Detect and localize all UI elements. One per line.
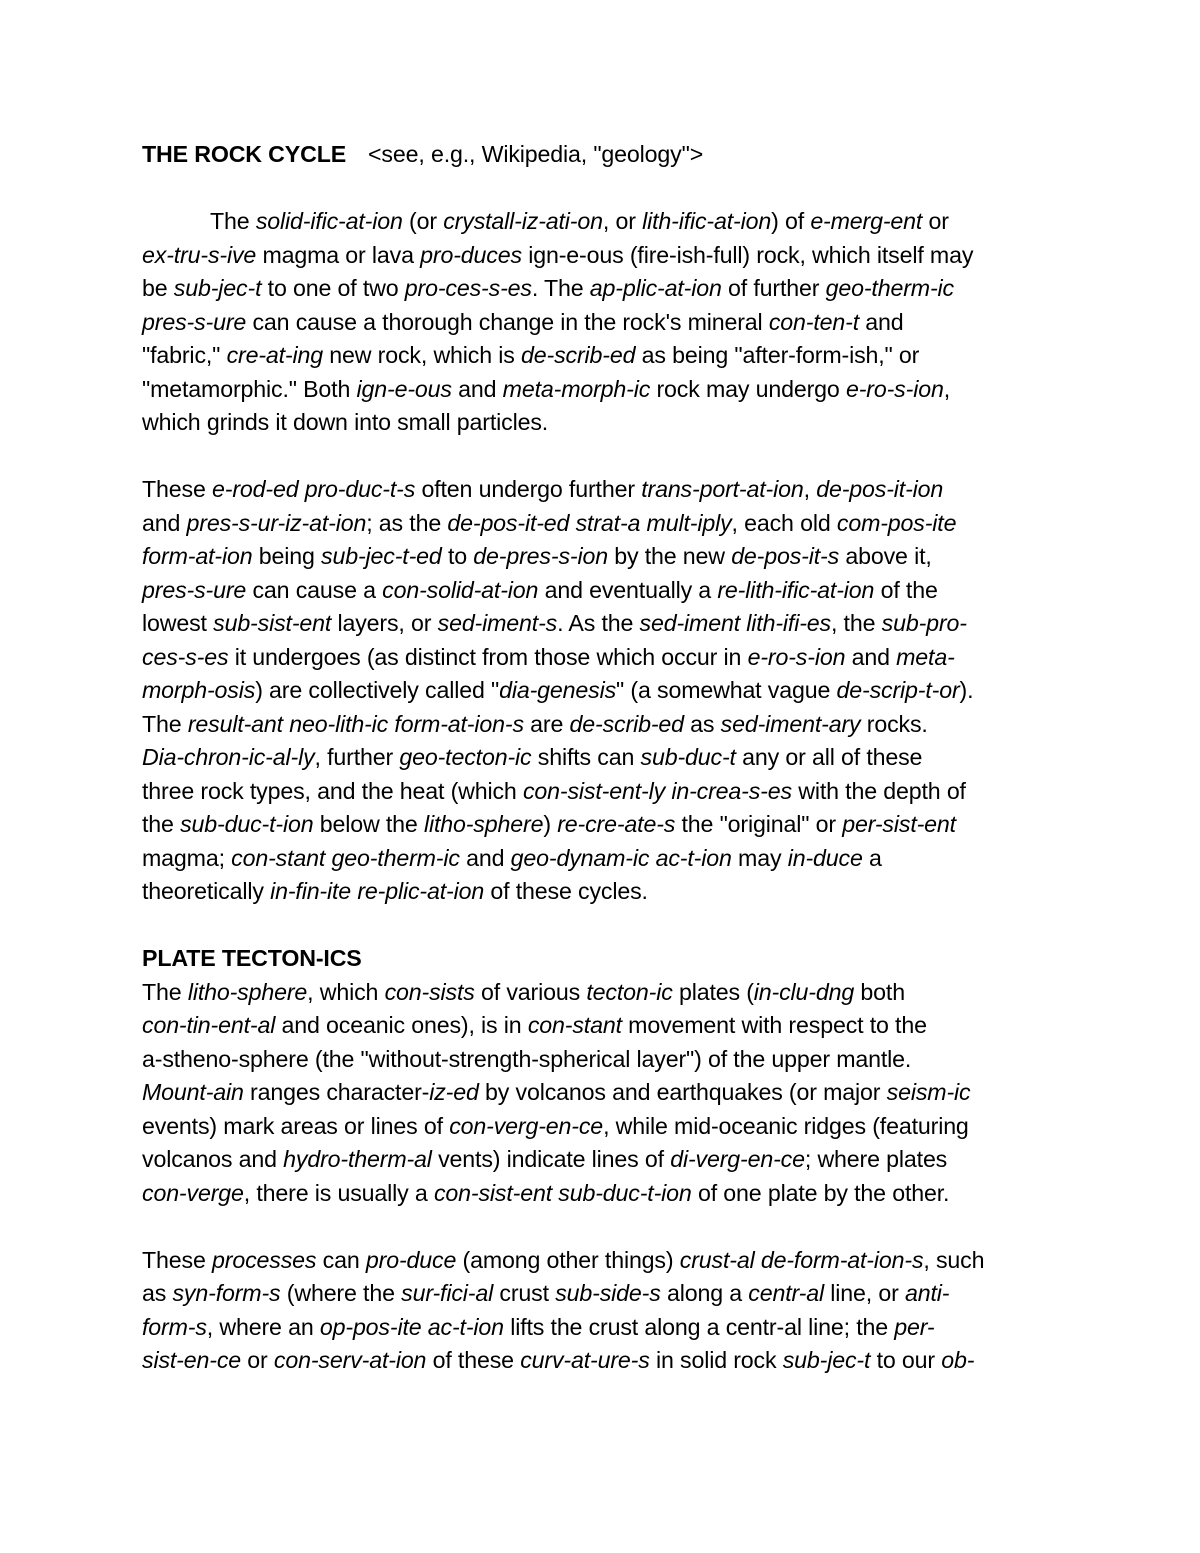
- text-run: and: [142, 509, 187, 536]
- text-line: [142, 741, 1072, 775]
- italic-term: form-at-ion: [142, 543, 253, 569]
- paragraph: [142, 976, 1072, 1211]
- text-run: , where an: [206, 1313, 320, 1340]
- spacer: [142, 440, 1072, 474]
- italic-term: hydro-therm-al: [283, 1146, 432, 1172]
- text-run: , or: [602, 208, 643, 234]
- italic-term: de-pos-it-ion: [816, 476, 944, 502]
- italic-term: lith-ific-at-ion: [642, 208, 772, 234]
- text-line: [142, 540, 1072, 574]
- italic-term: com-pos-ite: [836, 509, 957, 536]
- italic-term: sub-jec-t-ed: [321, 543, 442, 569]
- italic-term: Dia-chron-ic-al-ly: [142, 744, 315, 770]
- text-run: three rock types, and the heat (which: [142, 777, 523, 804]
- text-run: "metamorphic." Both: [142, 375, 357, 402]
- text-line: [142, 708, 1072, 742]
- text-run: can: [316, 1246, 366, 1273]
- italic-term: con-solid-at-ion: [382, 576, 539, 603]
- italic-term: de-scrib-ed: [569, 710, 684, 737]
- text-run: and: [451, 375, 503, 402]
- document-page: [142, 138, 1072, 1378]
- text-run: magma or lava: [256, 241, 421, 268]
- text-run: new rock, which is: [323, 342, 522, 368]
- italic-term: sur-fici-al: [401, 1280, 494, 1306]
- italic-term: re-lith-ific-at-ion: [717, 576, 875, 603]
- text-run: with the depth of: [791, 777, 966, 804]
- italic-term: Mount-ain: [142, 1079, 244, 1105]
- text-run: , further: [314, 744, 400, 770]
- italic-term: sub-duc-t: [640, 744, 736, 770]
- text-run: (where the: [280, 1280, 402, 1306]
- text-run: layers, or: [331, 610, 438, 636]
- text-run: are: [523, 710, 570, 737]
- text-run: ,: [943, 375, 950, 402]
- text-line: [142, 1277, 1072, 1311]
- italic-term: seism-ic: [886, 1079, 971, 1105]
- text-line: [142, 306, 1072, 340]
- text-run: plates (: [672, 978, 754, 1005]
- text-run: , while mid-oceanic ridges (featuring: [603, 1112, 969, 1139]
- italic-term: sed-iment lith-ifi-es: [639, 610, 831, 636]
- text-run: as: [142, 1280, 173, 1306]
- italic-term: geo-therm-ic: [825, 275, 954, 301]
- text-run: or: [241, 1347, 274, 1373]
- text-line: [142, 1043, 1072, 1077]
- text-run: shifts can: [531, 744, 641, 770]
- italic-term: con-verg-en-ce: [449, 1112, 604, 1139]
- text-run: magma;: [142, 844, 232, 871]
- text-run: ): [543, 811, 558, 837]
- text-line: [142, 1344, 1072, 1378]
- text-line: [142, 674, 1072, 708]
- text-run: ).: [959, 677, 974, 703]
- italic-term: con-sist-ent-ly in-crea-s-es: [522, 777, 792, 804]
- italic-term: e-rod-ed pro-duc-t-s: [212, 476, 416, 502]
- italic-term: in-duce: [787, 844, 863, 871]
- italic-term: sub-side-s: [555, 1280, 661, 1306]
- text-line: [142, 875, 1072, 909]
- text-run: to one of two: [261, 275, 405, 301]
- text-run: rocks.: [860, 710, 928, 737]
- italic-term: cre-at-ing: [226, 342, 323, 368]
- italic-term: ob-: [941, 1347, 975, 1373]
- text-run: often undergo further: [415, 476, 642, 502]
- italic-term: con-sist-ent sub-duc-t-ion: [433, 1179, 692, 1206]
- text-run: by volcanos and earthquakes (or major: [478, 1079, 887, 1105]
- text-run: The: [210, 208, 256, 234]
- text-line: [142, 1311, 1072, 1345]
- text-line: [142, 373, 1072, 407]
- text-run: "fabric,": [142, 342, 227, 368]
- text-run: being: [252, 543, 322, 569]
- text-run: movement with respect to the: [621, 1012, 927, 1038]
- text-run: and: [459, 844, 511, 871]
- text-run: it undergoes (as distinct from those which occur in: [228, 643, 748, 670]
- spacer: [142, 1210, 1072, 1244]
- italic-term: litho-sphere: [423, 811, 544, 837]
- italic-term: processes: [212, 1246, 317, 1273]
- text-run: of these: [426, 1347, 521, 1373]
- text-run: or: [922, 208, 949, 234]
- spacer: [142, 909, 1072, 943]
- text-run: rock may undergo: [650, 375, 846, 402]
- text-run: of further: [721, 275, 826, 301]
- text-run: a-stheno-sphere (the "without-strength-spherical layer") of the upper mantle.: [142, 1045, 912, 1072]
- italic-term: in-fin-ite re-plic-at-ion: [270, 878, 485, 904]
- text-run: ; where plates: [804, 1146, 948, 1172]
- text-run: crust: [493, 1280, 556, 1306]
- italic-term: tecton-ic: [586, 978, 673, 1005]
- italic-term: centr-al: [748, 1280, 824, 1306]
- italic-term: re-cre-ate-s: [557, 811, 676, 837]
- text-run: by the new: [607, 543, 732, 569]
- italic-term: trans-port-at-ion: [641, 476, 804, 502]
- text-run: of the: [874, 576, 938, 603]
- italic-term: sub-jec-t: [173, 275, 262, 301]
- italic-term: sed-iment-s: [437, 610, 558, 636]
- text-line: [142, 775, 1072, 809]
- italic-term: con-stant geo-therm-ic: [231, 844, 460, 871]
- text-line: [142, 842, 1072, 876]
- text-run: above it,: [839, 543, 932, 569]
- italic-term: con-ten-t: [768, 308, 860, 335]
- heading-text: THE ROCK CYCLE: [142, 141, 347, 167]
- spacer: [142, 172, 1072, 206]
- section-heading-plate-tectonics: PLATE TECTON-ICS: [142, 945, 362, 971]
- text-run: , which: [307, 978, 385, 1005]
- italic-term: solid-ific-at-ion: [255, 208, 403, 234]
- text-run: , each old: [731, 509, 837, 536]
- text-line: [142, 1110, 1072, 1144]
- italic-term: meta-: [896, 643, 955, 670]
- text-run: both: [854, 978, 905, 1005]
- text-line: [142, 1143, 1072, 1177]
- text-run: of these cycles.: [484, 878, 648, 904]
- italic-term: sist-en-ce: [142, 1347, 242, 1373]
- italic-term: sub-jec-t: [782, 1347, 871, 1373]
- text-run: and: [845, 643, 897, 670]
- text-run: line, or: [823, 1280, 905, 1306]
- text-run: ; as the: [366, 509, 448, 536]
- italic-term: ign-e-ous: [356, 375, 452, 402]
- text-run: be: [142, 275, 174, 301]
- italic-term: con-verge: [142, 1179, 244, 1206]
- text-run: lowest: [142, 610, 214, 636]
- text-run: a: [862, 844, 882, 871]
- italic-term: in-clu-dng: [753, 978, 855, 1005]
- text-run: ign-e-ous (fire-ish-full) rock, which itself may: [521, 241, 974, 268]
- italic-term: geo-tecton-ic: [399, 744, 532, 770]
- italic-term: per-sist-ent: [842, 811, 956, 837]
- italic-term: e-ro-s-ion: [845, 375, 944, 402]
- italic-term: per-: [894, 1313, 935, 1340]
- text-line: [142, 607, 1072, 641]
- text-run: ) are collectively called ": [255, 677, 500, 703]
- text-run: may: [731, 844, 788, 871]
- italic-term: pro-ces-s-es: [404, 275, 532, 301]
- italic-term: pres-s-ure: [142, 308, 247, 335]
- italic-term: ex-tru-s-ive: [142, 241, 257, 268]
- text-run: to: [441, 543, 474, 569]
- text-run: to our: [870, 1347, 942, 1373]
- text-line: [142, 205, 1072, 239]
- text-run: the: [142, 811, 181, 837]
- italic-term: con-tin-ent-al: [142, 1012, 276, 1038]
- italic-term: form-s: [142, 1313, 207, 1340]
- paragraph: [142, 1244, 1072, 1378]
- text-run: These: [142, 1246, 212, 1273]
- text-run: lifts the crust along a centr-al line; the: [503, 1313, 895, 1340]
- paragraph: [142, 205, 1072, 440]
- italic-term: sed-iment-ary: [720, 710, 861, 737]
- text-line: [142, 1009, 1072, 1043]
- text-run: . As the: [557, 610, 640, 636]
- text-run: . The: [531, 275, 590, 301]
- italic-term: syn-form-s: [172, 1280, 281, 1306]
- italic-term: litho-sphere: [187, 978, 308, 1005]
- text-run: in solid rock: [649, 1347, 783, 1373]
- italic-term: ap-plic-at-ion: [589, 275, 722, 301]
- italic-term: meta-morph-ic: [502, 375, 651, 402]
- text-run: These: [142, 476, 212, 502]
- italic-term: e-merg-ent: [810, 208, 923, 234]
- text-run: , such: [923, 1246, 985, 1273]
- italic-term: ces-s-es: [142, 643, 229, 670]
- italic-term: sub-duc-t-ion: [180, 811, 314, 837]
- italic-term: result-ant neo-lith-ic form-at-ion-s: [187, 710, 524, 737]
- text-run: The: [142, 710, 188, 737]
- section-heading-rock-cycle: [142, 138, 1072, 172]
- text-run: vents) indicate lines of: [431, 1146, 671, 1172]
- text-run: ) of: [771, 208, 811, 234]
- text-line: [142, 574, 1072, 608]
- italic-term: di-verg-en-ce: [670, 1146, 805, 1172]
- italic-term: geo-dynam-ic ac-t-ion: [510, 844, 732, 871]
- italic-term: con-stant: [527, 1012, 622, 1038]
- italic-term: op-pos-ite ac-t-ion: [319, 1313, 504, 1340]
- italic-term: anti-: [904, 1280, 950, 1306]
- italic-term: sub-pro-: [881, 610, 967, 636]
- italic-term: de-scrip-t-or: [836, 677, 960, 703]
- text-run: of various: [474, 978, 587, 1005]
- italic-term: de-pres-s-ion: [473, 543, 608, 569]
- text-run: of one plate by the other.: [691, 1179, 950, 1206]
- italic-term: pres-s-ure: [142, 576, 247, 603]
- text-run: (or: [402, 208, 444, 234]
- text-line: [142, 272, 1072, 306]
- text-line: [142, 406, 1072, 440]
- text-run: ranges character-: [243, 1079, 430, 1105]
- text-run: , the: [830, 610, 882, 636]
- text-line: [142, 1076, 1072, 1110]
- text-run: along a: [660, 1280, 749, 1306]
- italic-term: con-serv-at-ion: [273, 1347, 427, 1373]
- italic-term: morph-osis: [142, 677, 256, 703]
- text-run: the "original" or: [675, 811, 843, 837]
- text-run: which grinds it down into small particles.: [142, 409, 549, 435]
- text-line: [142, 976, 1072, 1010]
- text-run: and: [859, 308, 904, 335]
- text-run: and oceanic ones), is in: [275, 1012, 528, 1038]
- text-run: " (a somewhat vague: [616, 677, 837, 703]
- text-run: The: [142, 978, 188, 1005]
- heading-note: <see, e.g., Wikipedia, "geology">: [368, 141, 704, 167]
- text-run: can cause a: [246, 576, 383, 603]
- italic-term: pres-s-ur-iz-at-ion: [186, 509, 367, 536]
- italic-term: crust-al de-form-at-ion-s: [679, 1246, 924, 1273]
- text-run: can cause a thorough change in the rock's mineral: [246, 308, 769, 335]
- text-run: events) mark areas or lines of: [142, 1112, 450, 1139]
- text-line: [142, 339, 1072, 373]
- text-run: any or all of these: [735, 744, 923, 770]
- paragraph: [142, 473, 1072, 909]
- italic-term: curv-at-ure-s: [520, 1347, 650, 1373]
- italic-term: crystall-iz-ati-on: [443, 208, 603, 234]
- text-line: [142, 808, 1072, 842]
- italic-term: de-pos-it-s: [731, 543, 840, 569]
- italic-term: sub-sist-ent: [213, 610, 332, 636]
- text-run: and eventually a: [538, 576, 718, 603]
- text-run: ,: [803, 476, 817, 502]
- text-run: below the: [313, 811, 424, 837]
- text-line: [142, 507, 1072, 541]
- text-run: volcanos and: [142, 1146, 284, 1172]
- text-run: , there is usually a: [243, 1179, 434, 1206]
- text-line: [142, 1177, 1072, 1211]
- text-run: as: [683, 710, 721, 737]
- italic-term: dia-genesis: [499, 677, 617, 703]
- italic-term: pro-duce: [365, 1246, 457, 1273]
- italic-term: con-sists: [384, 978, 475, 1005]
- italic-term: iz-ed: [429, 1079, 479, 1105]
- text-run: as being "after-form-ish," or: [635, 342, 920, 368]
- text-line: [142, 641, 1072, 675]
- italic-term: pro-duces: [420, 241, 522, 268]
- italic-term: e-ro-s-ion: [747, 643, 846, 670]
- italic-term: de-scrib-ed: [521, 342, 636, 368]
- italic-term: de-pos-it-ed strat-a mult-iply: [447, 509, 732, 536]
- text-run: (among other things): [456, 1246, 680, 1273]
- text-line: [142, 473, 1072, 507]
- text-line: [142, 239, 1072, 273]
- text-run: theoretically: [142, 878, 271, 904]
- text-line: [142, 1244, 1072, 1278]
